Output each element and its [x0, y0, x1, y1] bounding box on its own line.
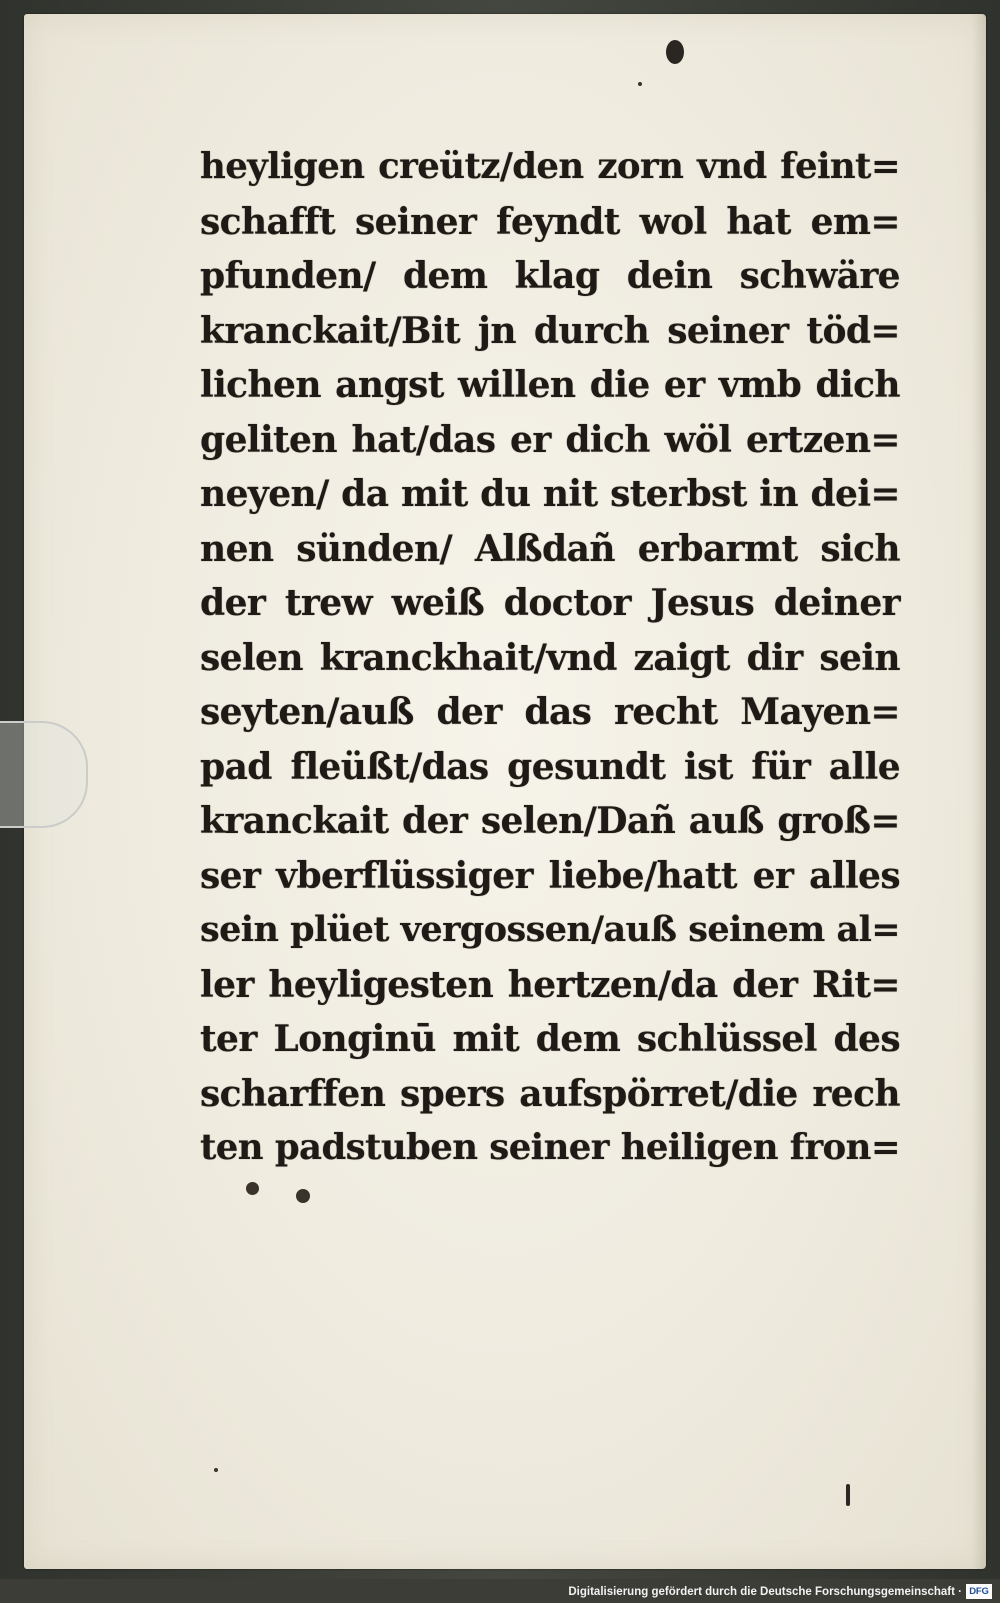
text-line: pad fleüßt/das gesundt ist für alle: [200, 745, 900, 788]
page-edge-shadow: [972, 14, 986, 1569]
footer-credit: Digitalisierung gefördert durch die Deutsche Forschungsgemeinschaft ·: [568, 1586, 962, 1598]
text-line: lichen angst willen die er vmb dich: [200, 364, 900, 406]
text-line: ser vberflüssiger liebe/hatt er alles: [200, 854, 900, 897]
text-line: ter Longinū mit dem schlüssel des: [200, 1018, 900, 1060]
edge-mark: [846, 1484, 850, 1506]
text-line: pfunden/ dem klag dein schwäre: [200, 255, 900, 297]
text-line: sein plüet vergossen/auß seinem al=: [200, 909, 900, 950]
text-line: scharffen spers aufspörret/die rech: [200, 1072, 900, 1115]
ink-speck: [246, 1182, 259, 1195]
dfg-logo: DFG: [966, 1584, 992, 1599]
text-block: [200, 140, 900, 1176]
ink-speck: [296, 1189, 310, 1203]
text-line: neyen/ da mit du nit sterbst in dei=: [200, 473, 900, 515]
text-line: heyligen creütz/den zorn vnd feint=: [200, 146, 900, 187]
book-page: [24, 14, 986, 1569]
text-line: geliten hat/das er dich wöl ertzen=: [200, 418, 900, 461]
text-line: schafft seiner feyndt wol hat em=: [200, 200, 900, 243]
text-line: der trew weiß doctor Jesus deiner: [200, 582, 900, 624]
text-line: selen kranckhait/vnd zaigt dir sein: [200, 636, 900, 679]
text-line: seyten/auß der das recht Mayen=: [200, 691, 900, 733]
text-line: ten padstuben seiner heiligen fron=: [200, 1127, 900, 1168]
text-line: kranckait/Bit jn durch seiner töd=: [200, 309, 900, 352]
text-line: kranckait der selen/Dañ auß groß=: [200, 800, 900, 842]
scanner-clip: [0, 721, 88, 828]
ink-speck: [214, 1468, 218, 1472]
footer-bar: [0, 1579, 1000, 1603]
ink-speck: [638, 82, 642, 86]
text-line: nen sünden/ Alßdañ erbarmt sich: [200, 527, 900, 570]
text-line: ler heyligesten hertzen/da der Rit=: [200, 963, 900, 1006]
binding-hole-top: [666, 40, 684, 64]
